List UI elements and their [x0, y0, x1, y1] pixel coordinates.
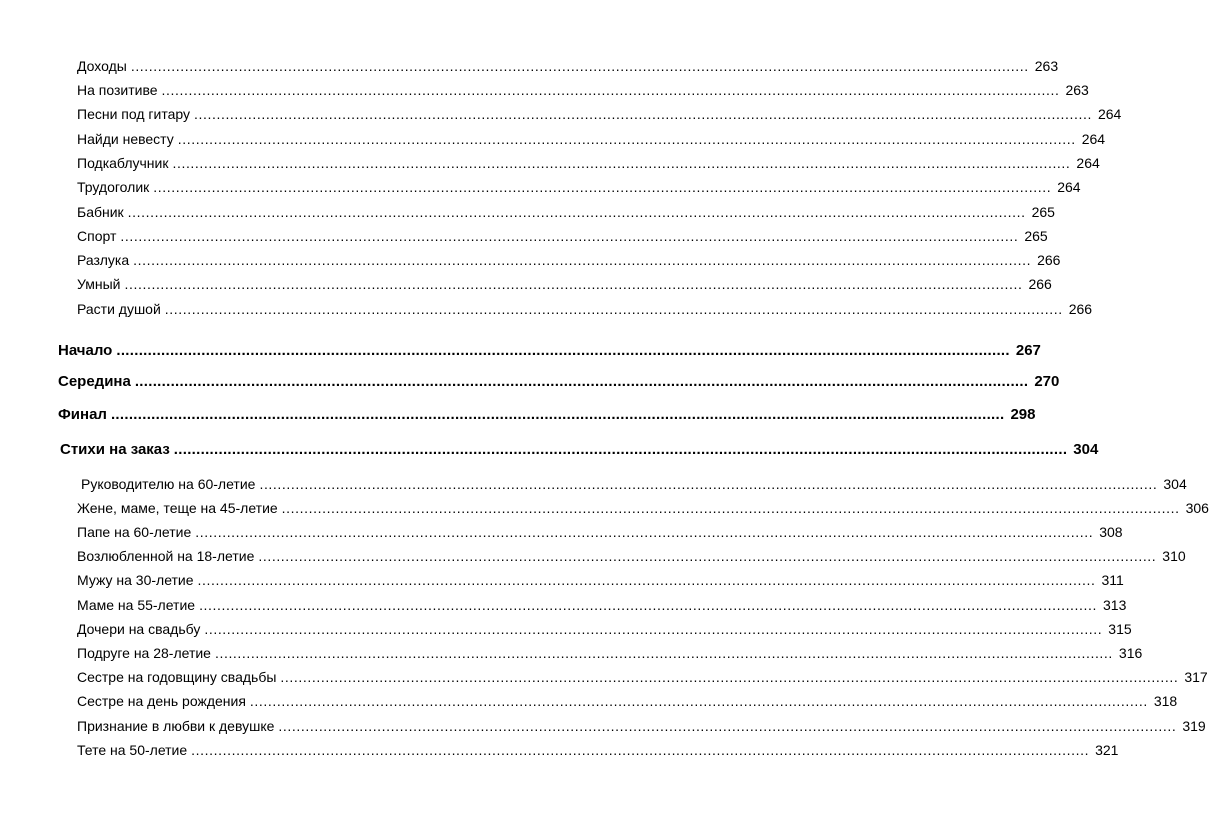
toc-entry-title: Дочери на свадьбу — [77, 621, 201, 637]
toc-entry-title: Бабник — [77, 204, 124, 220]
toc-entry — [77, 500, 1209, 516]
toc-entry — [77, 155, 1100, 171]
toc-entry — [77, 669, 1208, 685]
dot-leader: ........................................................................................................................................................................................................ — [204, 621, 1103, 637]
toc-entry-title: Мужу на 30-летие — [77, 572, 194, 588]
toc-entry-title: Руководителю на 60-летие — [81, 476, 256, 492]
toc-entry — [77, 718, 1206, 734]
toc-entry-title: Разлука — [77, 252, 130, 268]
toc-entry — [81, 476, 1187, 492]
toc-entry-title: Умный — [77, 276, 121, 292]
toc-entry-page: 264 — [1057, 179, 1081, 195]
toc-entry-title: Маме на 55-летие — [77, 597, 196, 613]
dot-leader: ........................................................................................................................................................................................................ — [130, 58, 1029, 74]
toc-entry-title: Трудоголик — [77, 179, 150, 195]
toc-entry-title: Доходы — [77, 58, 127, 74]
toc-section-title: Начало — [58, 342, 113, 359]
toc-section — [58, 342, 1041, 359]
toc-entry-page: 313 — [1103, 597, 1127, 613]
dot-leader: ........................................................................................................................................................................................................ — [195, 524, 1094, 540]
toc-entry — [77, 82, 1089, 98]
toc-entry-page: 319 — [1182, 718, 1206, 734]
toc-entry-title: Возлюбленной на 18-летие — [77, 548, 255, 564]
toc-entry-page: 311 — [1101, 572, 1124, 588]
toc-section-page: 298 — [1010, 406, 1036, 423]
toc-section — [58, 406, 1036, 423]
toc-entry-page: 266 — [1068, 301, 1093, 317]
toc-section-page: 267 — [1015, 342, 1041, 359]
toc-entry — [77, 228, 1048, 244]
toc-entry-page: 308 — [1099, 524, 1123, 540]
toc-entry — [77, 742, 1119, 758]
toc-entry — [77, 131, 1106, 147]
dot-leader: ........................................................................................................................................................................................................ — [161, 82, 1060, 98]
toc-entry — [77, 572, 1124, 588]
toc-entry-title: Подруге на 28-летие — [77, 645, 211, 661]
toc-entry-page: 310 — [1162, 548, 1186, 564]
dot-leader: ........................................................................................................................................................................................................ — [164, 301, 1063, 317]
dot-leader: ........................................................................................................................................................................................................ — [258, 548, 1157, 564]
toc-section-title: Финал — [58, 406, 107, 423]
dot-leader: ........................................................................................................................................................................................................ — [194, 106, 1092, 122]
toc-entry-page: 315 — [1108, 621, 1132, 637]
dot-leader: ........................................................................................................................................................................................................ — [177, 131, 1076, 147]
toc-entry-page: 265 — [1024, 228, 1048, 244]
toc-entry — [77, 597, 1127, 613]
toc-section-title: Стихи на заказ — [60, 441, 170, 458]
toc-entry — [77, 524, 1123, 540]
toc-section-title: Середина — [58, 373, 131, 390]
toc-entry-title: Признание в любви к девушке — [77, 718, 275, 734]
dot-leader: ........................................................................................................................................................................................................ — [153, 179, 1052, 195]
dot-leader: ........................................................................................................................................................................................................ — [127, 204, 1026, 220]
dot-leader: ........................................................................................................................................................................................................ — [124, 276, 1023, 292]
toc-entry-page: 264 — [1081, 131, 1106, 147]
toc-entry — [77, 693, 1178, 709]
toc-entry-page: 304 — [1163, 476, 1187, 492]
toc-entry-title: Папе на 60-летие — [77, 524, 192, 540]
toc-section — [58, 373, 1060, 390]
toc-entry-page: 306 — [1185, 500, 1209, 516]
dot-leader: ........................................................................................................................................................................................................ — [259, 476, 1158, 492]
toc-section-page: 270 — [1034, 373, 1060, 390]
toc-entry-title: Расти душой — [77, 301, 161, 317]
toc-entry — [77, 621, 1132, 637]
toc-entry — [77, 204, 1055, 220]
toc-entry-page: 264 — [1076, 155, 1100, 171]
toc-entry-page: 264 — [1097, 106, 1122, 122]
toc-entry-title: Тете на 50-летие — [77, 742, 188, 758]
toc-entry — [77, 548, 1186, 564]
toc-entry — [77, 58, 1059, 74]
dot-leader: ........................................................................................................................................................................................................ — [191, 742, 1090, 758]
toc-entry-page: 316 — [1118, 645, 1143, 661]
toc-entry-page: 263 — [1065, 82, 1089, 98]
dot-leader: ........................................................................................................................................................................................................ — [199, 597, 1097, 613]
toc-entry-title: На позитиве — [77, 82, 158, 98]
dot-leader: ........................................................................................................................................................................................................ — [172, 155, 1071, 171]
toc-entry — [77, 276, 1052, 292]
dot-leader: ........................................................................................................................................................................................................ — [120, 228, 1019, 244]
toc-entry-title: Спорт — [77, 228, 117, 244]
toc-entry — [77, 301, 1093, 317]
toc-entry — [77, 106, 1122, 122]
toc-entry-title: Сестре на день рождения — [77, 693, 246, 709]
dot-leader: ........................................................................................................................................................................................................ — [110, 406, 1005, 423]
toc-section-page: 304 — [1073, 441, 1099, 458]
dot-leader: ........................................................................................................................................................................................................ — [116, 342, 1010, 359]
toc-entry-title: Жене, маме, теще на 45-летие — [77, 500, 278, 516]
dot-leader: ........................................................................................................................................................................................................ — [249, 693, 1148, 709]
toc-entry-page: 263 — [1034, 58, 1059, 74]
dot-leader: ........................................................................................................................................................................................................ — [278, 718, 1177, 734]
toc-entry-page: 318 — [1153, 693, 1178, 709]
dot-leader: ........................................................................................................................................................................................................ — [133, 252, 1032, 268]
toc-entry-page: 265 — [1031, 204, 1055, 220]
dot-leader: ........................................................................................................................................................................................................ — [281, 500, 1180, 516]
toc-entry — [77, 179, 1081, 195]
toc-entry-title: Найди невесту — [77, 131, 174, 147]
toc-entry-title: Подкаблучник — [77, 155, 169, 171]
toc-entry-page: 266 — [1037, 252, 1061, 268]
toc-entry-title: Сестре на годовщину свадьбы — [77, 669, 277, 685]
toc-entry-page: 266 — [1028, 276, 1052, 292]
dot-leader: ........................................................................................................................................................................................................ — [134, 373, 1029, 390]
dot-leader: ........................................................................................................................................................................................................ — [214, 645, 1113, 661]
toc-section — [60, 441, 1099, 458]
dot-leader: ........................................................................................................................................................................................................ — [280, 669, 1179, 685]
dot-leader: ........................................................................................................................................................................................................ — [197, 572, 1096, 588]
toc-entry-title: Песни под гитару — [77, 106, 191, 122]
dot-leader: ........................................................................................................................................................................................................ — [173, 441, 1068, 458]
toc-entry — [77, 252, 1061, 268]
toc-entry-page: 317 — [1184, 669, 1208, 685]
toc-entry-page: 321 — [1095, 742, 1119, 758]
toc-entry — [77, 645, 1143, 661]
